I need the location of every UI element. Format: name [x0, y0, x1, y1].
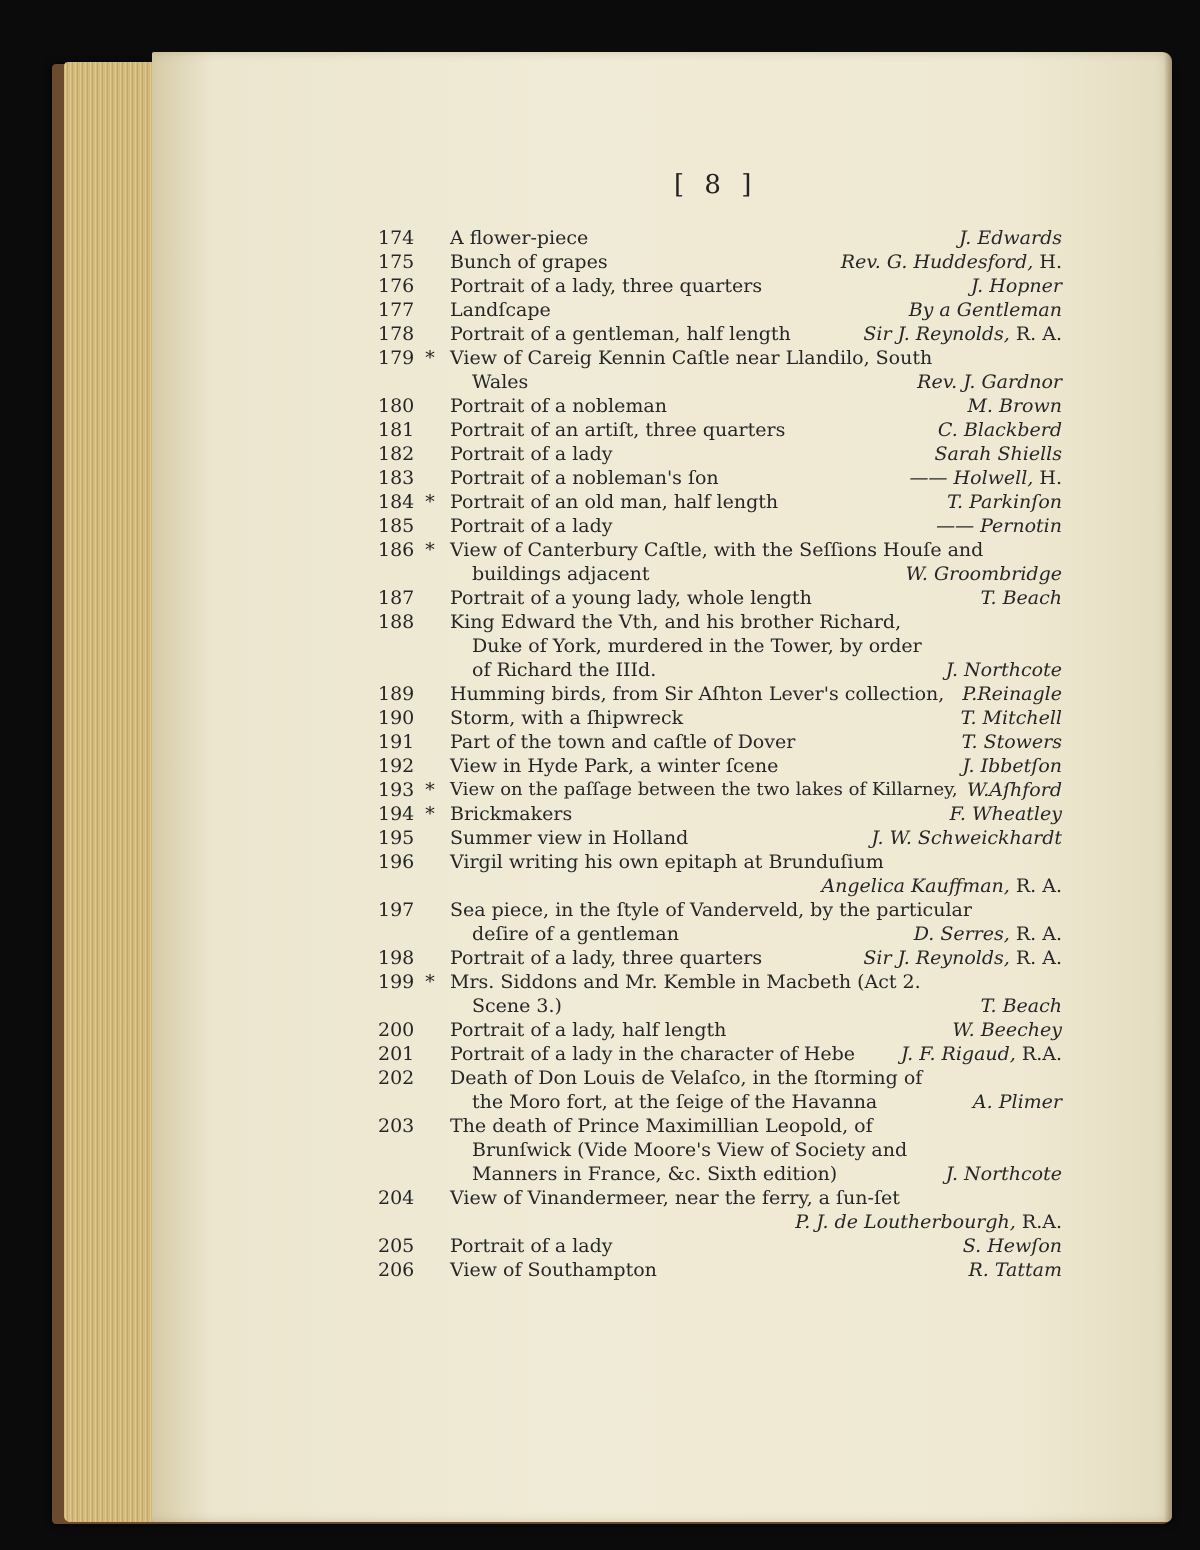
artist-name: J. Edwards [959, 227, 1062, 249]
entry-title: Humming birds, from Sir Aſhton Lever's collection, [450, 683, 945, 705]
artist-name: —— Pernotin [936, 515, 1062, 537]
entry-artist [863, 322, 1062, 346]
entry-title: Portrait of a lady [450, 515, 613, 537]
artist-name: T. Beach [980, 995, 1062, 1017]
entry-title: Mrs. Siddons and Mr. Kemble in Macbeth (Act 2. [450, 971, 921, 993]
entry-title-continued: deſire of a gentleman [472, 923, 679, 945]
entry-title: View of Southampton [450, 1259, 657, 1281]
entry-artist [950, 802, 1062, 826]
entry-title: Portrait of a young lady, whole length [450, 587, 812, 609]
entry-number: 195 [378, 827, 415, 849]
entry-title: Portrait of a lady, three quarters [450, 275, 763, 297]
entry-title: Death of Don Louis de Velaſco, in the ſtorming of [450, 1067, 923, 1089]
new-work-asterisk: * [425, 779, 435, 801]
entry-number: 202 [378, 1067, 415, 1089]
entry-title-continued: the Moro fort, at the ſeige of the Havanna [472, 1091, 878, 1113]
entry-artist [936, 514, 1062, 538]
entry-artist [906, 562, 1062, 586]
entry-title: Summer view in Holland [450, 827, 689, 849]
entry-artist [973, 1090, 1062, 1114]
entry-artist [981, 994, 1062, 1018]
entry-artist [947, 490, 1062, 514]
entry-number: 201 [378, 1043, 415, 1065]
artist-name: T. Beach [980, 587, 1062, 609]
entry-artist [909, 298, 1062, 322]
entry-artist [841, 250, 1062, 274]
entry-number: 186 [378, 539, 415, 561]
artist-name: Rev. G. Huddesford, [840, 251, 1034, 273]
entry-artist [934, 442, 1062, 466]
entry-title: Portrait of an old man, half length [450, 491, 779, 513]
artist-name: Sir J. Reynolds, [863, 323, 1010, 345]
entry-title: Brickmakers [450, 803, 573, 825]
entry-title: The death of Prince Maximillian Leopold, of [450, 1115, 873, 1137]
entry-number: 182 [378, 443, 415, 465]
entry-number: 196 [378, 851, 415, 873]
new-work-asterisk: * [425, 491, 435, 513]
artist-suffix: R.A. [1015, 1043, 1062, 1065]
entry-number: 193 [378, 779, 415, 801]
entry-number: 187 [378, 587, 415, 609]
entry-artist [962, 730, 1062, 754]
entry-artist [961, 706, 1062, 730]
artist-name: J. Northcote [945, 659, 1062, 681]
entry-number: 203 [378, 1115, 415, 1137]
entry-number: 188 [378, 611, 415, 633]
artist-suffix: H. [1033, 251, 1062, 273]
artist-suffix: R. A. [1009, 947, 1062, 969]
entry-title: View of Canterbury Caſtle, with the Seſſions Houſe and [450, 539, 984, 561]
entry-title: Portrait of a lady [450, 443, 613, 465]
artist-name: J. W. Schweickhardt [871, 827, 1062, 849]
artist-suffix: R. A. [1009, 323, 1062, 345]
entry-number: 177 [378, 299, 415, 321]
entry-number: 204 [378, 1187, 415, 1209]
new-work-asterisk: * [425, 347, 435, 369]
entry-artist [901, 1042, 1062, 1066]
entry-number: 192 [378, 755, 415, 777]
artist-name: Sarah Shiells [934, 443, 1062, 465]
entry-title: Bunch of grapes [450, 251, 608, 273]
entry-number: 189 [378, 683, 415, 705]
entry-artist [971, 274, 1062, 298]
entry-title: Landſcape [450, 299, 551, 321]
catalogue-entries [152, 52, 1172, 1522]
artist-name: J. F. Rigaud, [901, 1043, 1016, 1065]
entry-title: Portrait of a gentleman, half length [450, 323, 791, 345]
entry-artist [952, 1018, 1062, 1042]
entry-number: 181 [378, 419, 415, 441]
artist-name: T. Mitchell [960, 707, 1062, 729]
entry-number: 184 [378, 491, 415, 513]
entry-artist [917, 370, 1062, 394]
artist-name: W. Groombridge [905, 563, 1062, 585]
artist-name: Angelica Kauffman, [821, 875, 1010, 897]
artist-name: R. Tattam [968, 1259, 1062, 1281]
entry-number: 185 [378, 515, 415, 537]
entry-title-continued: Scene 3.) [472, 995, 562, 1017]
entry-title-continued: Brunſwick (Vide Moore's View of Society and [472, 1139, 908, 1161]
entry-title: Portrait of a nobleman's ſon [450, 467, 719, 489]
artist-name: W. Beechey [952, 1019, 1062, 1041]
entry-title-continued: Wales [472, 371, 529, 393]
artist-name: F. Wheatley [949, 803, 1062, 825]
artist-name: W.Aſhford [967, 779, 1062, 801]
artist-name: Sir J. Reynolds, [863, 947, 1010, 969]
entry-title: Storm, with a ſhipwreck [450, 707, 684, 729]
artist-name: By a Gentleman [908, 299, 1062, 321]
entry-number: 191 [378, 731, 415, 753]
entry-number: 198 [378, 947, 415, 969]
entry-title: Portrait of a lady, half length [450, 1019, 727, 1041]
entry-title-continued: Manners in France, &c. Sixth edition) [472, 1163, 838, 1185]
artist-suffix: H. [1033, 467, 1062, 489]
entry-number: 200 [378, 1019, 415, 1041]
artist-name: C. Blackberd [937, 419, 1062, 441]
entry-number: 197 [378, 899, 415, 921]
entry-number: 175 [378, 251, 415, 273]
page-edges [64, 62, 160, 1522]
entry-number: 179 [378, 347, 415, 369]
entry-number: 205 [378, 1235, 415, 1257]
entry-artist [938, 418, 1062, 442]
artist-name: P. J. de Loutherbourgh, [795, 1211, 1016, 1233]
entry-number: 199 [378, 971, 415, 993]
entry-artist [967, 778, 1062, 802]
entry-artist [914, 922, 1062, 946]
entry-artist [962, 754, 1062, 778]
artist-name: J. Hopner [971, 275, 1062, 297]
entry-title: View of Careig Kennin Caſtle near Llandilo, South [450, 347, 933, 369]
entry-title: Portrait of a lady, three quarters [450, 947, 763, 969]
artist-name: S. Hewſon [962, 1235, 1062, 1257]
entry-title: Virgil writing his own epitaph at Brunduſium [450, 851, 884, 873]
entry-artist [968, 1258, 1062, 1282]
artist-name: J. Ibbetſon [962, 755, 1062, 777]
entry-number: 178 [378, 323, 415, 345]
artist-suffix: R. A. [1009, 875, 1062, 897]
entry-title: Portrait of an artiſt, three quarters [450, 419, 786, 441]
entry-artist [959, 226, 1062, 250]
entry-title-continued: buildings adjacent [472, 563, 650, 585]
entry-artist [967, 394, 1062, 418]
entry-title: View in Hyde Park, a winter ſcene [450, 755, 779, 777]
entry-number: 206 [378, 1259, 415, 1281]
entry-title: Portrait of a lady in the character of Hebe [450, 1043, 856, 1065]
entry-title-continued: of Richard the IIId. [472, 659, 657, 681]
artist-name: M. Brown [967, 395, 1062, 417]
entry-artist [962, 682, 1062, 706]
entry-title: Portrait of a nobleman [450, 395, 667, 417]
entry-artist [963, 1234, 1062, 1258]
entry-number: 174 [378, 227, 415, 249]
entry-artist [946, 1162, 1062, 1186]
artist-suffix: R.A. [1015, 1211, 1062, 1233]
entry-title: View on the paſſage between the two lakes of Killarney, [450, 779, 958, 800]
entry-title: Portrait of a lady [450, 1235, 613, 1257]
new-work-asterisk: * [425, 971, 435, 993]
entry-artist [871, 826, 1062, 850]
entry-title-continued: Duke of York, murdered in the Tower, by order [472, 635, 922, 657]
artist-name: D. Serres, [913, 923, 1010, 945]
artist-suffix: R. A. [1009, 923, 1062, 945]
artist-name: Rev. J. Gardnor [917, 371, 1062, 393]
entry-artist [795, 1210, 1062, 1234]
artist-name: A. Plimer [972, 1091, 1062, 1113]
entry-number: 183 [378, 467, 415, 489]
entry-artist [863, 946, 1062, 970]
artist-name: P.Reinagle [962, 683, 1062, 705]
entry-number: 190 [378, 707, 415, 729]
entry-number: 180 [378, 395, 415, 417]
book-page [152, 52, 1172, 1522]
entry-title: A flower-piece [450, 227, 589, 249]
entry-title: Part of the town and caſtle of Dover [450, 731, 796, 753]
entry-title: Sea piece, in the ſtyle of Vanderveld, by the particular [450, 899, 972, 921]
entry-title: View of Vinandermeer, near the ferry, a ſun-ſet [450, 1187, 900, 1209]
artist-name: J. Northcote [945, 1163, 1062, 1185]
entry-artist [821, 874, 1062, 898]
entry-number: 176 [378, 275, 415, 297]
page-number: [ 8 ] [674, 170, 758, 200]
artist-name: T. Parkinſon [947, 491, 1062, 513]
artist-name: T. Stowers [961, 731, 1062, 753]
artist-name: —— Holwell, [909, 467, 1034, 489]
new-work-asterisk: * [425, 803, 435, 825]
entry-artist [910, 466, 1062, 490]
entry-artist [981, 586, 1062, 610]
new-work-asterisk: * [425, 539, 435, 561]
entry-artist [946, 658, 1062, 682]
entry-title: King Edward the Vth, and his brother Richard, [450, 611, 902, 633]
entry-number: 194 [378, 803, 415, 825]
